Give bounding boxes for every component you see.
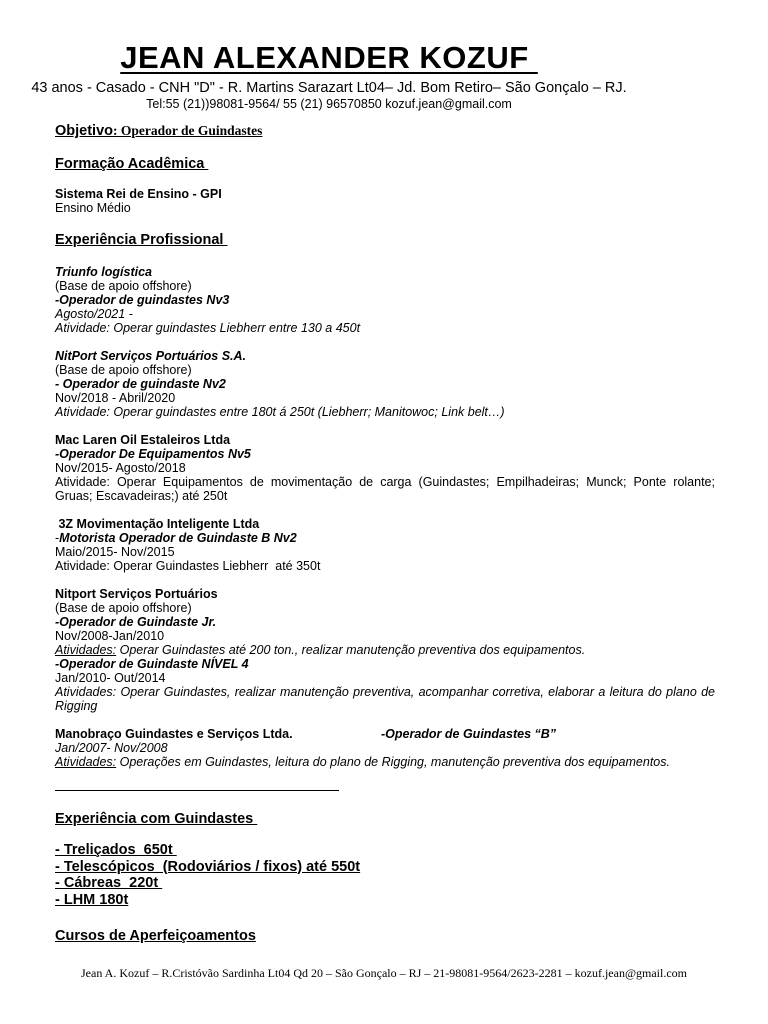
crane-list-item: - Telescópicos (Rodoviários / fixos) até 550t — [55, 858, 361, 875]
job-activity: Operações em Guindastes, leitura do plano de Rigging, manutenção preventiva dos equipamentos. — [116, 755, 670, 769]
school-name: Sistema Rei de Ensino - GPI — [55, 187, 222, 201]
job-entry — [55, 433, 715, 503]
job-period: Jan/2010- Out/2014 — [55, 671, 166, 685]
job-entry — [55, 517, 715, 573]
education-section — [55, 157, 715, 215]
job-company: Manobraço Guindastes e Serviços Ltda. — [55, 727, 293, 741]
job-activity-label: Atividades: — [55, 755, 117, 769]
job-activity-label: Atividades: — [55, 643, 117, 657]
job-activity: Atividades: Operar Guindastes, realizar manutenção preventiva, acompanhar corretiva, elaborar a leitura do plano de Rigging — [55, 685, 715, 713]
job-activity: Atividade: Operar guindastes Liebherr entre 130 a 450t — [55, 321, 361, 335]
job-period: Jan/2007- Nov/2008 — [55, 741, 168, 755]
job-note: (Base de apoio offshore) — [55, 363, 192, 377]
crane-list-item: - LHM 180t — [55, 891, 129, 908]
crane-experience-heading: Experiência com Guindastes — [55, 811, 258, 827]
crane-list-item: - Treliçados 650t — [55, 842, 177, 858]
job-entry — [55, 265, 715, 335]
job-role: Motorista Operador de Guindaste B Nv2 — [59, 531, 297, 545]
courses-heading: Cursos de Aperfeiçoamentos — [55, 928, 256, 944]
job-activity: Atividade: Operar Equipamentos de movimentação de carga (Guindastes; Empilhadeiras; Munck; Ponte rolante; Gruas; Escavadeiras;) até 250t — [55, 475, 715, 503]
crane-experience-section — [55, 812, 715, 908]
objective-section — [55, 124, 715, 138]
crane-list — [55, 842, 715, 908]
education-heading: Formação Acadêmica — [55, 156, 209, 172]
job-company: 3Z Movimentação Inteligente Ltda — [55, 517, 260, 531]
job-period: Agosto/2021 - — [55, 307, 133, 321]
experience-heading: Experiência Profissional — [55, 232, 228, 248]
job-company: NitPort Serviços Portuários S.A. — [55, 349, 247, 363]
job-note: (Base de apoio offshore) — [55, 279, 192, 293]
job-company: Mac Laren Oil Estaleiros Ltda — [55, 433, 231, 447]
job-role: -Operador de Guindaste Jr. — [55, 615, 217, 629]
job-role: -Operador De Equipamentos Nv5 — [55, 447, 251, 461]
candidate-name: JEAN ALEXANDER KOZUF — [120, 40, 538, 75]
job-entry — [55, 349, 715, 419]
job-role: -Operador de Guindaste NÍVEL 4 — [55, 657, 249, 671]
job-role: - Operador de guindaste Nv2 — [55, 377, 226, 391]
job-period: Nov/2018 - Abril/2020 — [55, 391, 176, 405]
job-role: -Operador de Guindastes “B” — [381, 727, 557, 741]
objective-label: Objetivo — [55, 123, 114, 139]
page-footer: Jean A. Kozuf – R.Cristóvão Sardinha Lt04 Qd 20 – São Gonçalo – RJ – 21-98081-9564/2623-2281 – kozuf.jean@gmail.com — [81, 966, 687, 980]
job-entry — [55, 587, 715, 713]
experience-heading-block — [55, 233, 715, 247]
job-role-prefix: - — [55, 531, 60, 545]
job-period: Nov/2008-Jan/2010 — [55, 629, 165, 643]
job-activity: Atividade: Operar guindastes entre 180t á 250t (Liebherr; Manitowoc; Link belt…) — [55, 405, 505, 419]
courses-section — [55, 929, 715, 943]
objective-value: : Operador de Guindastes — [113, 123, 263, 138]
job-role: -Operador de guindastes Nv3 — [55, 293, 230, 307]
education-level: Ensino Médio — [55, 201, 131, 215]
job-activity: Atividade: Operar Guindastes Liebherr até 350t — [55, 559, 321, 573]
contact-line: Tel:55 (21))98081-9564/ 55 (21) 96570850 kozuf.jean@gmail.com — [146, 97, 512, 111]
divider — [55, 790, 339, 791]
crane-list-item: - Cábreas 220t — [55, 875, 163, 891]
job-entry — [55, 727, 715, 769]
job-company: Triunfo logística — [55, 265, 152, 279]
job-activity: Operar Guindastes até 200 ton., realizar manutenção preventiva dos equipamentos. — [116, 643, 586, 657]
job-company: Nitport Serviços Portuários — [55, 587, 218, 601]
job-note: (Base de apoio offshore) — [55, 601, 192, 615]
personal-info: 43 anos - Casado - CNH "D" - R. Martins Sarazart Lt04– Jd. Bom Retiro– São Gonçalo – RJ. — [31, 80, 627, 96]
job-period: Nov/2015- Agosto/2018 — [55, 461, 186, 475]
job-period: Maio/2015- Nov/2015 — [55, 545, 175, 559]
